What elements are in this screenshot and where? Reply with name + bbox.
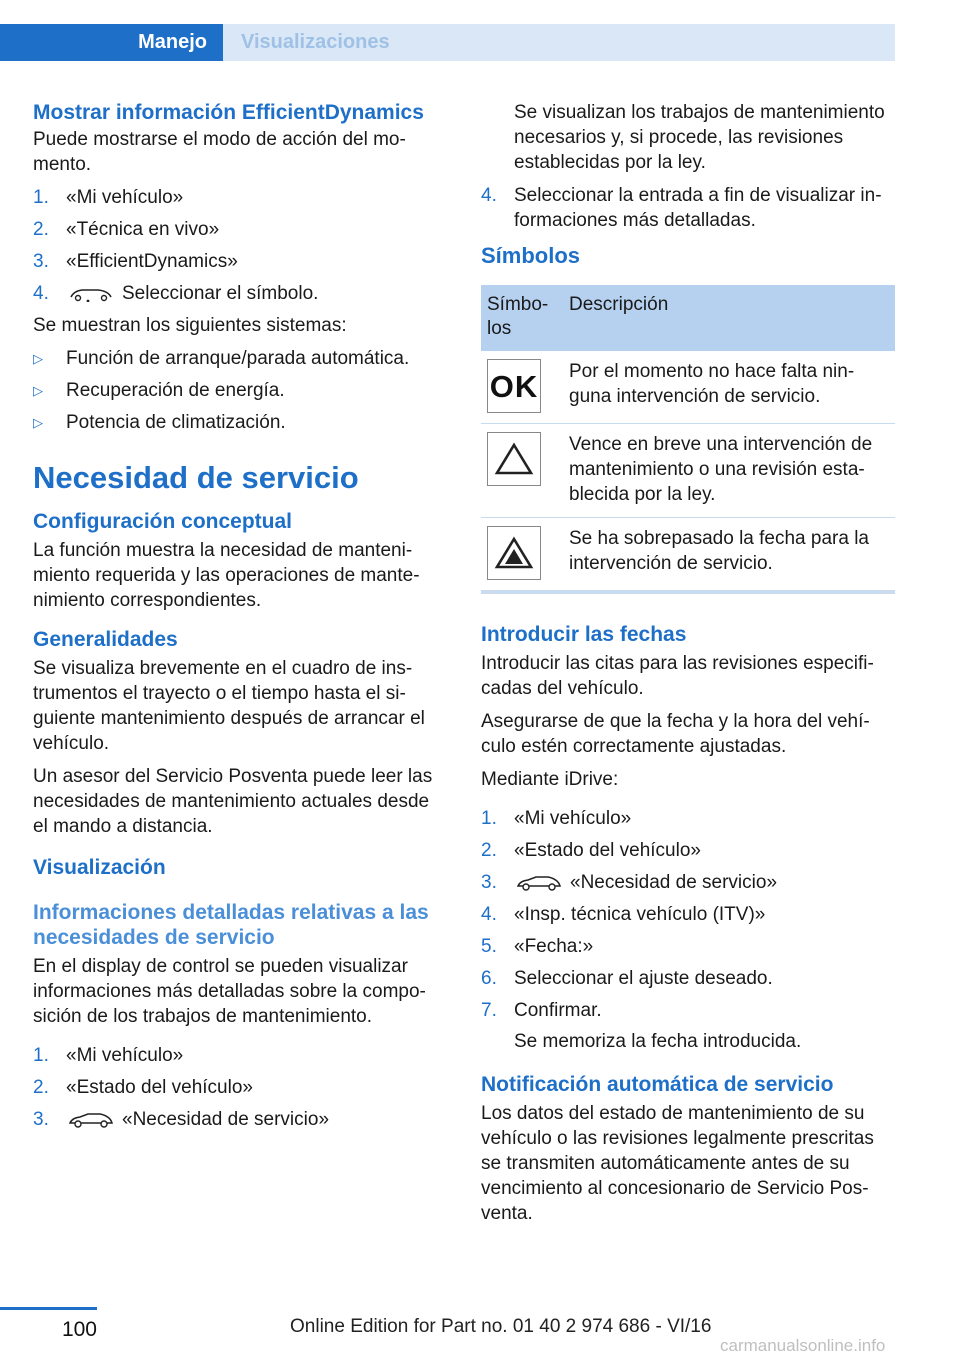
continuation-text: Se visualizan los trabajos de mantenimiento necesarios y, si procede, las revisiones establecidas por la ley. bbox=[514, 102, 885, 173]
symbols-table bbox=[481, 285, 895, 594]
edition-note: Online Edition for Part no. 01 40 2 974 686 - VI/16 bbox=[290, 1316, 712, 1337]
list-item: 3. «EfficientDynamics» bbox=[33, 251, 238, 272]
table-cell: Por el momento no hace falta ninguna intervención de servicio. bbox=[563, 351, 895, 424]
header-bar bbox=[0, 0, 960, 62]
table-header bbox=[481, 285, 895, 351]
table-cell: Se ha sobrepasado la fecha para la intervención de servicio. bbox=[563, 518, 895, 593]
triangle-filled-icon bbox=[487, 526, 541, 580]
heading-service: Necesidad de servicio bbox=[33, 460, 359, 495]
page-number: 100 bbox=[61, 1318, 97, 1341]
heading-general: Generalidades bbox=[33, 628, 178, 651]
list-item: 1. «Mi vehículo» bbox=[33, 187, 184, 208]
list-item: ▷ Recuperación de energía. bbox=[33, 380, 285, 401]
steps-efficient bbox=[33, 185, 447, 306]
list-item: 5. «Fecha:» bbox=[481, 936, 594, 957]
table-cell: Vence en breve una intervención de mantenimiento o una revisión establecida por la ley. bbox=[563, 424, 895, 518]
list-item: 4. Seleccionar el símbolo. bbox=[33, 283, 319, 304]
heading-auto-notification: Notificación automática de servicio bbox=[481, 1073, 834, 1096]
list-item: 2. «Técnica en vivo» bbox=[33, 219, 220, 240]
list-item: 6. Seleccionar el ajuste deseado. bbox=[481, 968, 773, 989]
triangle-outline-icon bbox=[487, 432, 541, 486]
list-item: ▷ Función de arranque/parada automática. bbox=[33, 348, 410, 369]
heading-info-detalladas: Informaciones detalladas relativas a las necesidades de servicio bbox=[33, 901, 429, 949]
heading-visualizacion: Visualización bbox=[33, 856, 166, 879]
paragraph-dates-1: Introducir las citas para las revisiones especificadas del vehículo. bbox=[481, 653, 874, 699]
list-item: 3. «Necesidad de servicio» bbox=[481, 872, 778, 893]
paragraph-systems: Se muestran los siguientes sistemas: bbox=[33, 315, 347, 336]
paragraph-efficient: Puede mostrarse el modo de acción del momento. bbox=[33, 129, 406, 175]
watermark: carmanualsonline.info bbox=[720, 1336, 886, 1355]
column-header-description: Descripción bbox=[563, 285, 895, 351]
left-column bbox=[33, 100, 447, 1139]
table-row bbox=[481, 351, 895, 424]
list-item: 2. «Estado del vehículo» bbox=[481, 840, 701, 861]
list-item: 3. «Necesidad de servicio» bbox=[33, 1109, 330, 1130]
heading-symbols: Símbolos bbox=[481, 243, 581, 268]
table-row bbox=[481, 518, 895, 593]
list-item: 1. «Mi vehículo» bbox=[481, 808, 632, 829]
paragraph-general-2: Un asesor del Servicio Posventa puede leer las necesidades de mantenimiento actuales desde el mando a distancia. bbox=[33, 766, 433, 837]
list-item: 4. Seleccionar la entrada a fin de visualizar informaciones más detalladas. bbox=[481, 185, 882, 231]
tab-manejo[interactable]: Manejo bbox=[0, 24, 223, 61]
steps-continued bbox=[481, 183, 895, 233]
steps-service bbox=[33, 1043, 447, 1132]
heading-efficient: Mostrar información EfficientDynamics bbox=[33, 101, 424, 124]
list-item: 4. «Insp. técnica vehículo (ITV)» bbox=[481, 904, 766, 925]
paragraph-general-1: Se visualiza brevemente en el cuadro de instrumentos el trayecto o el tiempo hasta el siguiente mantenimiento después de arrancar el vehículo. bbox=[33, 658, 425, 754]
service-car-icon bbox=[66, 1112, 116, 1128]
service-car-icon bbox=[514, 875, 564, 891]
column-header-symbols: Símbolos bbox=[481, 285, 563, 351]
paragraph-auto: Los datos del estado de mantenimiento de su vehículo o las revisiones legalmente prescritas se transmiten automáticamente antes de su vencimiento al concesionario de Servicio Posventa. bbox=[481, 1103, 874, 1224]
step-note: Se memoriza la fecha introducida. bbox=[514, 1031, 802, 1052]
efficient-car-icon bbox=[66, 286, 116, 302]
paragraph-dates-2: Asegurarse de que la fecha y la hora del vehículo estén correctamente ajustadas. bbox=[481, 711, 870, 757]
footer-accent-line bbox=[0, 1307, 97, 1310]
list-item: 1. «Mi vehículo» bbox=[33, 1045, 184, 1066]
paragraph-info: En el display de control se pueden visualizar informaciones más detalladas sobre la composición de los trabajos de mantenimiento. bbox=[33, 956, 426, 1027]
steps-dates bbox=[481, 806, 895, 1054]
list-item: 7. Confirmar. Se memoriza la fecha introducida. bbox=[481, 998, 895, 1054]
list-item: 2. «Estado del vehículo» bbox=[33, 1077, 253, 1098]
heading-dates: Introducir las fechas bbox=[481, 623, 687, 646]
right-column bbox=[481, 100, 895, 1234]
paragraph-config: La función muestra la necesidad de mantenimiento requerida y las operaciones de mantenimiento correspondientes. bbox=[33, 540, 420, 611]
table-row bbox=[481, 424, 895, 518]
ok-icon: OK bbox=[487, 359, 541, 413]
tab-visualizaciones[interactable]: Visualizaciones bbox=[223, 24, 895, 61]
paragraph-dates-3: Mediante iDrive: bbox=[481, 769, 619, 790]
list-item: ▷ Potencia de climatización. bbox=[33, 412, 286, 433]
heading-config: Configuración conceptual bbox=[33, 510, 293, 533]
systems-list bbox=[33, 346, 447, 435]
